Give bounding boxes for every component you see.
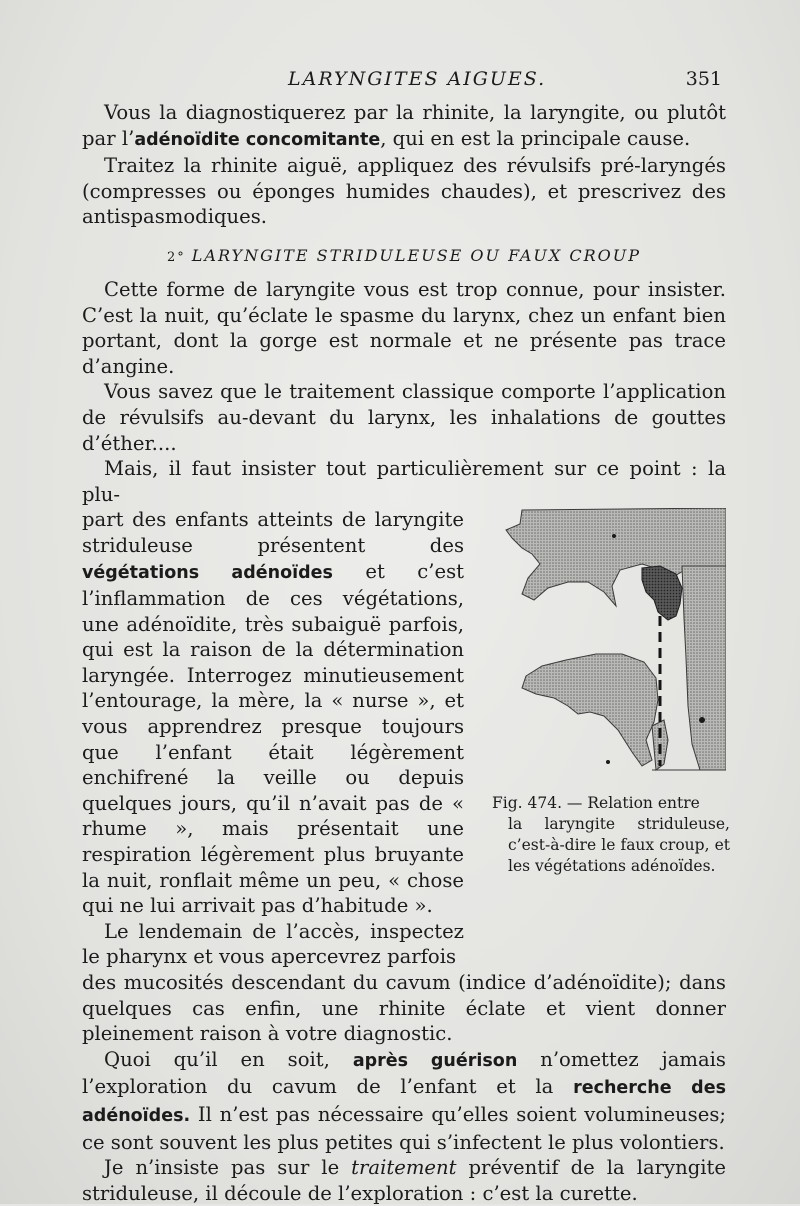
section-title: LARYNGITE STRIDULEUSE OU FAUX CROUP xyxy=(191,245,641,265)
page-number: 351 xyxy=(685,68,722,90)
section-heading xyxy=(82,246,726,265)
figure-474 xyxy=(492,508,730,875)
paragraph-5-first-line: Mais, il faut insister tout particulièrement sur ce point : la plu- xyxy=(82,457,726,506)
paragraph-6-continued: des mucosités descendant du cavum (indice d’adénoïdite); dans quelques cas enfin, une rhinite éclate et vient donner pleinement raison à votre diagnostic. xyxy=(82,971,726,1046)
anatomical-section-illustration xyxy=(492,508,726,778)
page-header xyxy=(82,68,722,98)
paragraph-2: Traitez la rhinite aiguë, appliquez des révulsifs pré-laryngés (compresses ou éponges humides chaudes), et prescrivez des antispasmodiques. xyxy=(82,154,726,229)
running-head: LARYNGITES AIGUES. xyxy=(288,68,547,90)
paragraph-4: Vous savez que le traitement classique comporte l’application de révulsifs au-devant du larynx, les inhalations de gouttes d’éther.... xyxy=(82,380,726,455)
tongue-section xyxy=(522,654,658,766)
caption-label: Fig. 474. — Relation entre xyxy=(492,794,700,812)
page-body xyxy=(82,100,730,1206)
section-number: 2° xyxy=(166,249,186,265)
paragraph-7: Quoi qu’il en soit, après guérison n’omettez jamais l’exploration du cavum de l’enfant et la recherche des adénoïdes. Il n’est pas nécessaire qu’elles soient volumineuses; ce sont souvent les plus petites qui s’infectent le plus volontiers. xyxy=(82,1047,726,1154)
paragraph-5-continued: part des enfants atteints de laryngite striduleuse présentent des végétations adénoïdes et c’est l’inflammation de ces végétations, une adénoïdite, très subaiguë parfois, qui est la raison de la détermination laryngée. Interrogez minutieusement l’entourage, la mère, la « nurse », et vous apprendrez presque toujours que l’enfant était légèrement enchifrené la veille ou depuis quelques jours, qu’il n’avait pas de « rhume », mais présentait une respiration légèrement plus bruyante la nuit, ronflait même un peu, « chose qui ne lui arrivait pas d’habitude ». xyxy=(82,508,465,918)
adenoid-mass xyxy=(642,566,682,620)
paragraph-6-start: Le lendemain de l’accès, inspectez le pharynx et vous apercevrez parfois xyxy=(82,919,464,969)
caption-text: la laryngite striduleuse, c’est-à-dire le faux croup, et les végétations adénoïdes. xyxy=(508,815,730,875)
figure-caption xyxy=(492,793,730,877)
pharynx-wall xyxy=(682,566,726,770)
paragraph-3: Cette forme de laryngite vous est trop connue, pour insister. C’est la nuit, qu’éclate le spasme du larynx, chez un enfant bien portant, dont la gorge est normale et ne présente pas trace d’angine. xyxy=(82,277,726,378)
paragraph-8: Je n’insiste pas sur le traitement préventif de la laryngite striduleuse, il découle de l’exploration : c’est la curette. xyxy=(82,1156,726,1205)
paragraph-1: Vous la diagnostiquerez par la rhinite, la laryngite, ou plutôt par l’adénoïdite concomitante, qui en est la principale cause. xyxy=(82,101,726,150)
